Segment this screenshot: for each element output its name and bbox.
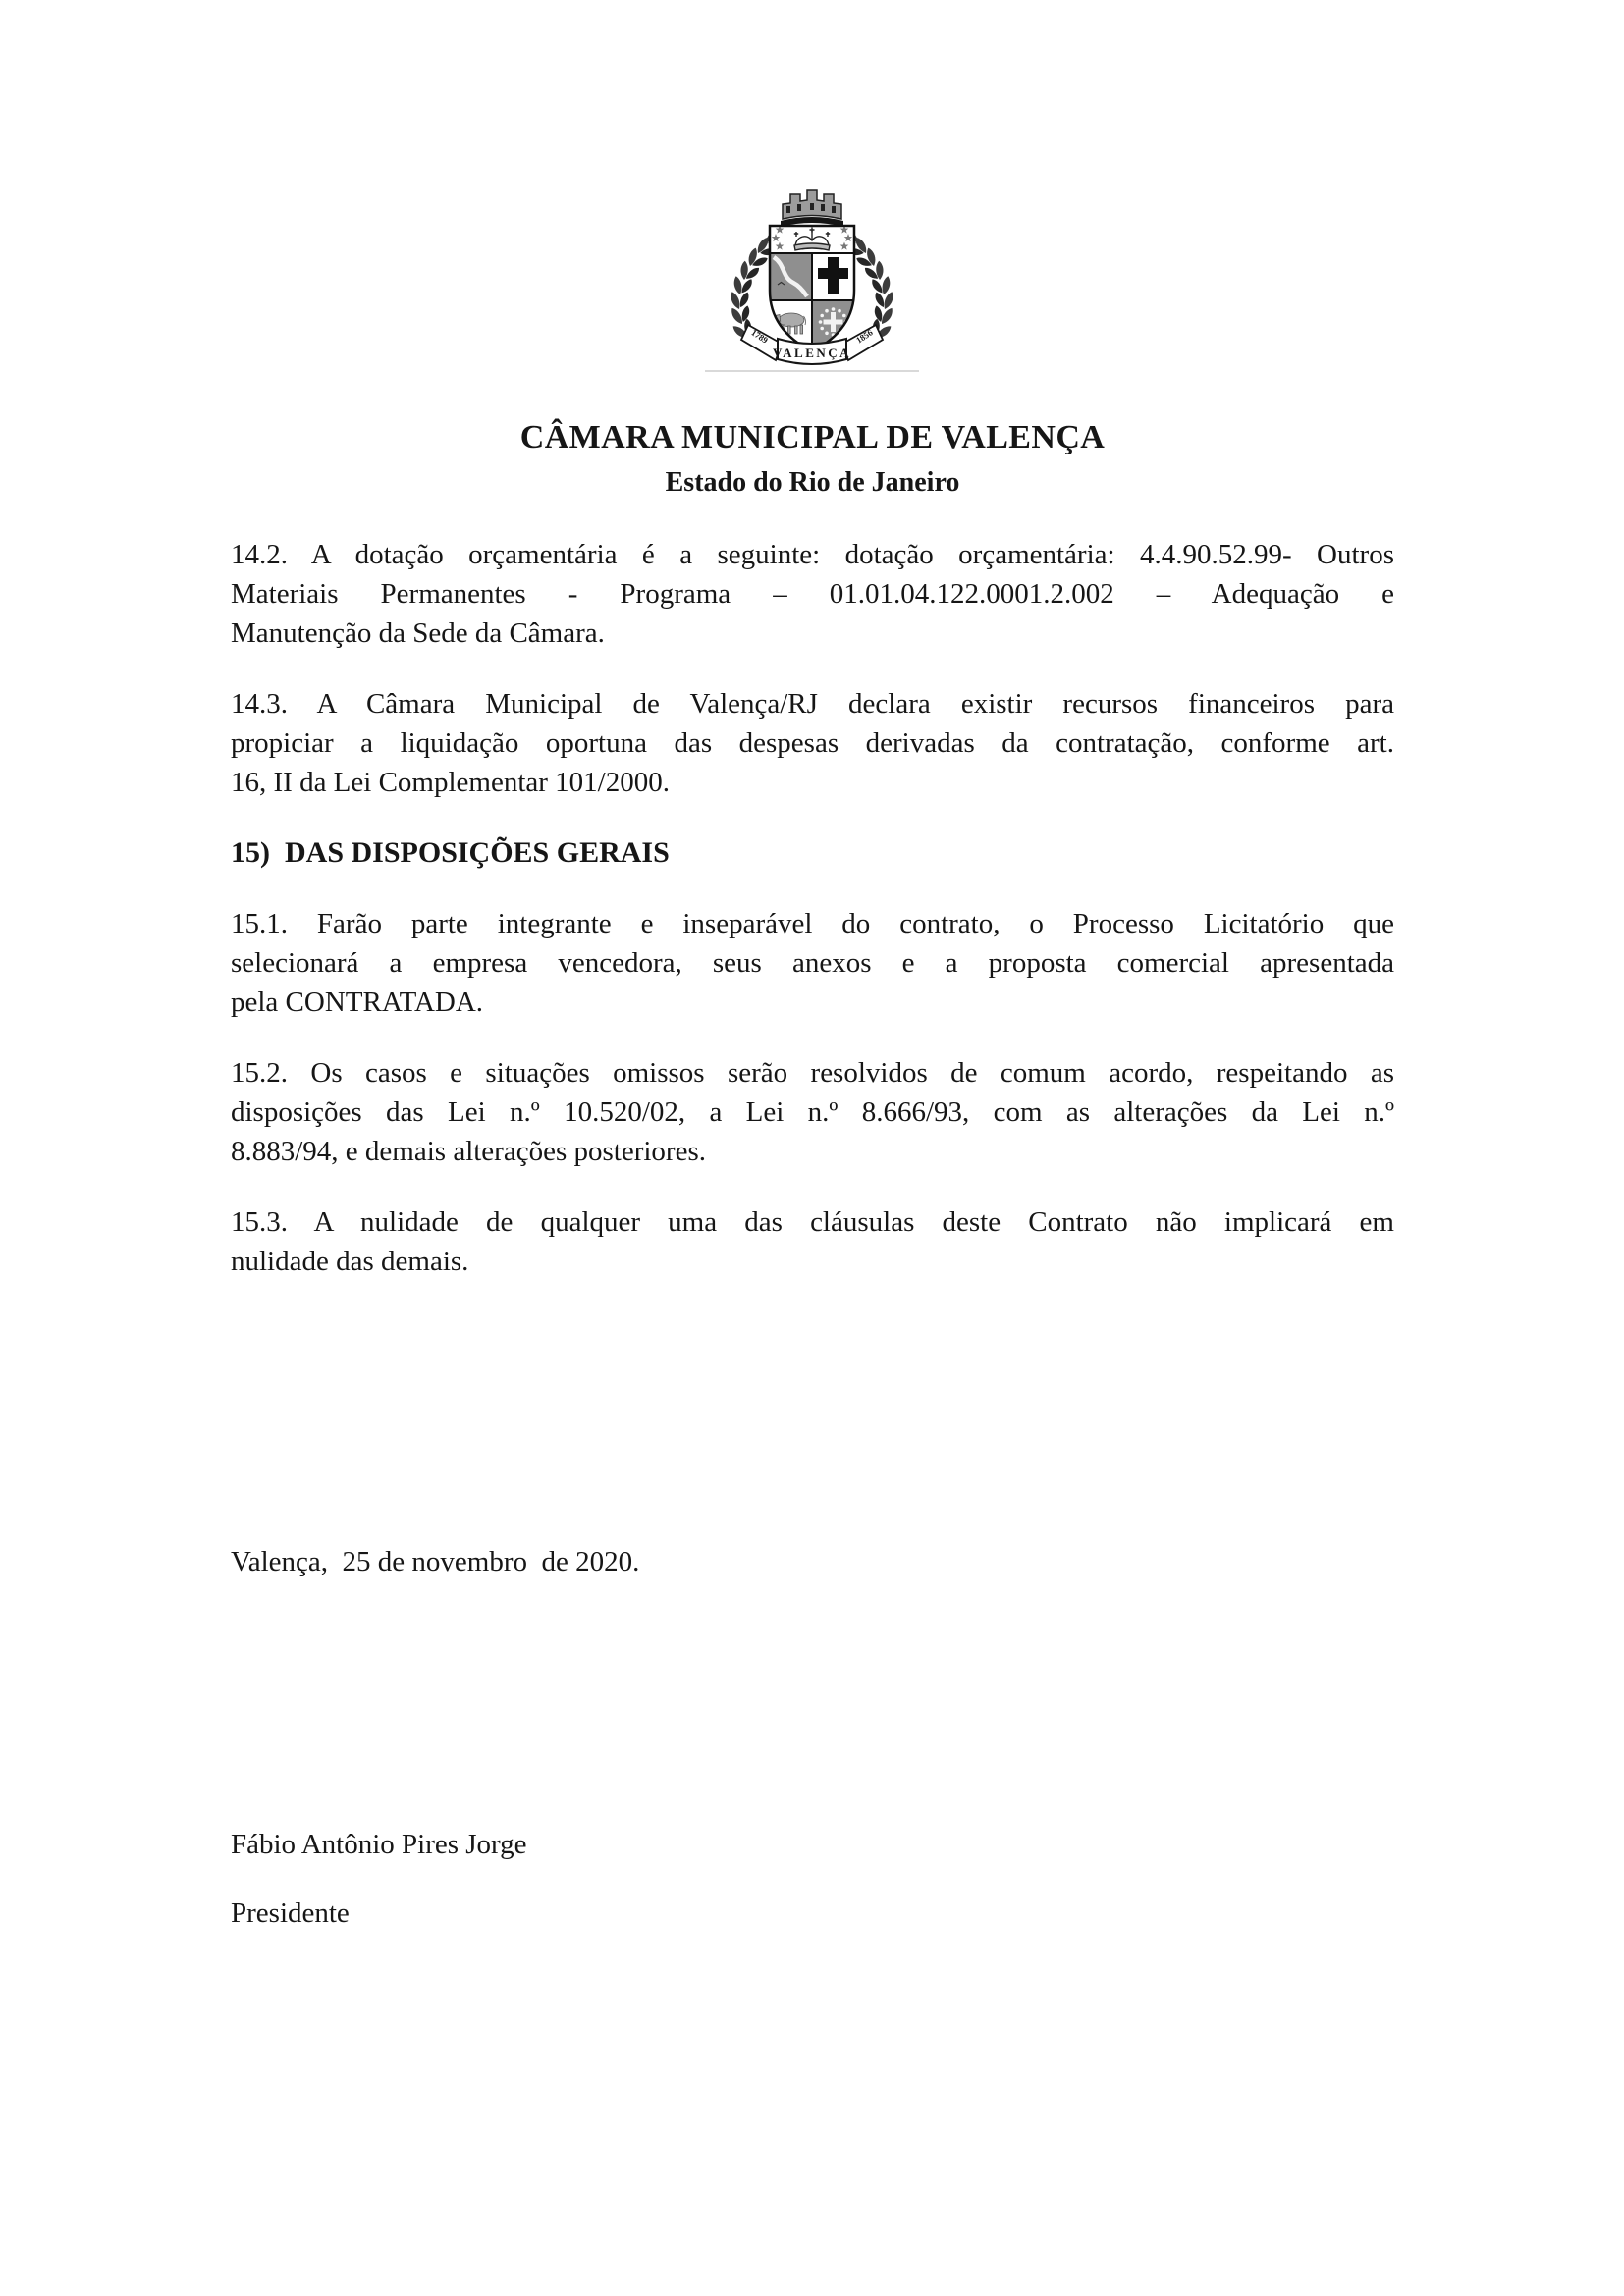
document-body — [231, 535, 1394, 1281]
text-line: nulidade das demais. — [231, 1246, 469, 1277]
text-column — [231, 415, 1394, 1933]
dateline: Valença, 25 de novembro de 2020. — [231, 1546, 640, 1577]
text-line: selecionará a empresa vencedora, seus anexos e a proposta comercial apresentada — [231, 947, 1394, 979]
coat-of-arms-logo — [694, 185, 930, 372]
section-heading — [231, 833, 1394, 873]
text-line: Manutenção da Sede da Câmara. — [231, 617, 605, 649]
org-subtitle: Estado do Rio de Janeiro — [665, 467, 960, 498]
text-line: 15.1. Farão parte integrante e inseparável do contrato, o Processo Licitatório que — [231, 908, 1394, 939]
text-line: 8.883/94, e demais alterações posteriores. — [231, 1136, 706, 1167]
banner-year-right: 1856 — [854, 327, 875, 346]
text-line: disposições das Lei n.º 10.520/02, a Lei n.º 8.666/93, com as alterações da Lei n.º — [231, 1096, 1394, 1128]
org-name: CÂMARA MUNICIPAL DE VALENÇA — [519, 419, 1106, 455]
text-line: 15.2. Os casos e situações omissos serão resolvidos de comum acordo, respeitando as — [231, 1057, 1394, 1089]
body-paragraph — [231, 684, 1394, 802]
banner-city-name: VALENÇA — [772, 346, 852, 360]
body-paragraph — [231, 1053, 1394, 1171]
text-line: Materiais Permanentes - Programa – 01.01.04.122.0001.2.002 – Adequação e — [231, 578, 1394, 610]
signer-role: Presidente — [231, 1897, 350, 1929]
body-paragraph — [231, 535, 1394, 653]
body-paragraph — [231, 1202, 1394, 1281]
banner-year-left: 1789 — [749, 327, 770, 346]
text-line: pela CONTRATADA. — [231, 987, 484, 1018]
coat-of-arms-icon — [709, 185, 915, 376]
text-line: 14.3. A Câmara Municipal de Valença/RJ declara existir recursos financeiros para — [231, 688, 1394, 720]
logo-underline — [705, 370, 919, 372]
text-line: 14.2. A dotação orçamentária é a seguinte: dotação orçamentária: 4.4.90.52.99- Outros — [231, 539, 1394, 570]
text-line: 16, II da Lei Complementar 101/2000. — [231, 767, 670, 798]
mural-crown-icon — [781, 190, 843, 227]
text-line: 15) DAS DISPOSIÇÕES GERAIS — [231, 836, 670, 869]
signer-name: Fábio Antônio Pires Jorge — [231, 1829, 527, 1860]
text-line: propiciar a liquidação oportuna das despesas derivadas da contratação, conforme art. — [231, 727, 1394, 759]
body-paragraph — [231, 904, 1394, 1022]
text-line: 15.3. A nulidade de qualquer uma das cláusulas deste Contrato não implicará em — [231, 1206, 1394, 1238]
